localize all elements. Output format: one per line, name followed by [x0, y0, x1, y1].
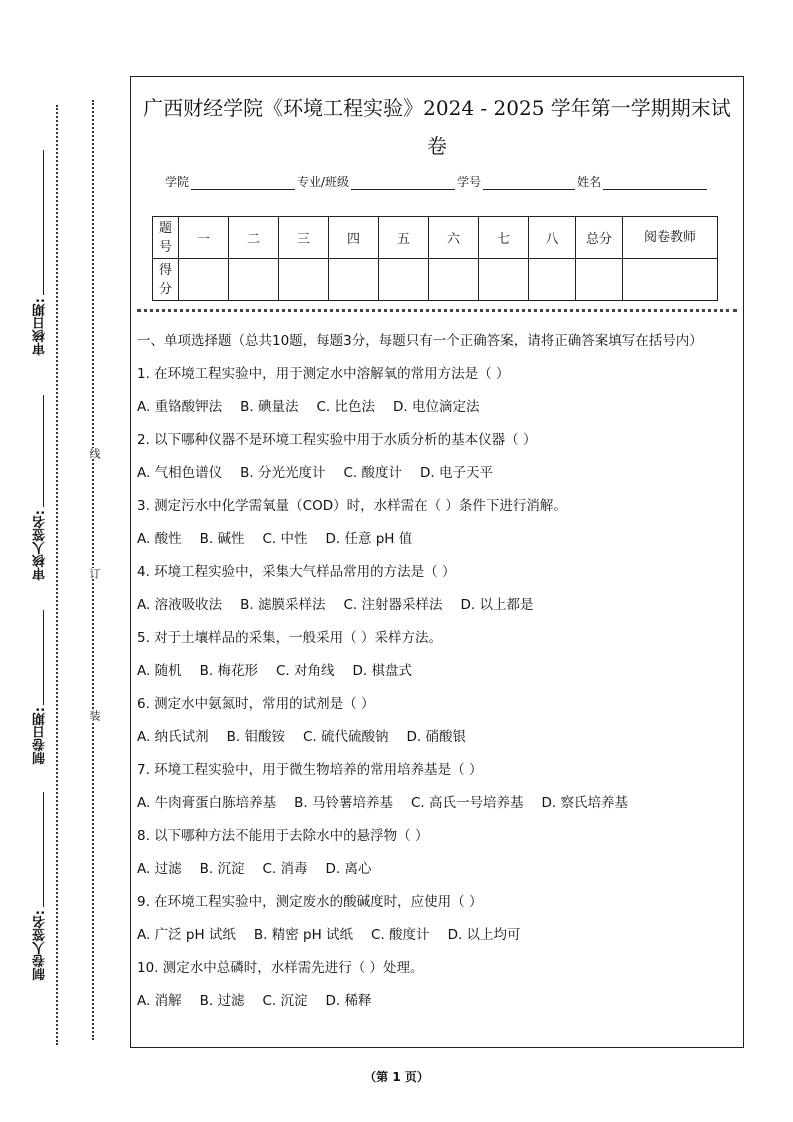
question-options — [137, 396, 737, 429]
total-score-header: 总分 — [576, 217, 623, 259]
option-choice[interactable]: B. 碱性 — [199, 531, 245, 547]
option-choice[interactable]: B. 精密 pH 试纸 — [253, 927, 354, 943]
option-choice[interactable]: B. 钼酸铵 — [226, 729, 285, 745]
grader-header: 阅卷教师 — [623, 217, 718, 259]
page-number: （第 1 页） — [364, 1070, 429, 1084]
option-choice[interactable]: D. 电位滴定法 — [392, 399, 480, 415]
question-options — [137, 858, 737, 891]
option-choice[interactable]: D. 任意 pH 值 — [325, 531, 413, 547]
option-choice[interactable]: B. 碘量法 — [240, 399, 299, 415]
question-options — [137, 726, 737, 759]
score-cell-total[interactable] — [576, 259, 623, 301]
option-choice[interactable]: A. 牛肉膏蛋白胨培养基 — [137, 795, 277, 811]
option-choice[interactable]: C. 比色法 — [316, 399, 375, 415]
option-choice[interactable]: C. 酸度计 — [343, 465, 402, 481]
option-choice[interactable]: C. 高氏一号培养基 — [410, 795, 524, 811]
col-header-2: 二 — [229, 217, 279, 259]
name-label: 姓名 — [577, 175, 602, 189]
option-choice[interactable]: A. 气相色谱仪 — [137, 465, 223, 481]
question-no-header: 题号 — [153, 217, 179, 259]
option-choice[interactable]: A. 溶液吸收法 — [137, 597, 223, 613]
section-heading: 一、单项选择题（总共10题，每题3分，每题只有一个正确答案，请将正确答案填写在括号内） — [137, 333, 703, 349]
question-text: 2. 以下哪种仪器不是环境工程实验中用于水质分析的基本仪器（ ） — [137, 432, 537, 448]
seal-char-pack: 装 — [88, 710, 101, 721]
score-table — [152, 216, 718, 301]
score-cell-5[interactable] — [379, 259, 429, 301]
option-choice[interactable]: D. 以上均可 — [447, 927, 521, 943]
col-header-7: 七 — [479, 217, 529, 259]
question-options — [137, 462, 737, 495]
major-class-label: 专业/班级 — [297, 175, 350, 189]
score-cell-8[interactable] — [529, 259, 576, 301]
exam-frame — [130, 76, 744, 1048]
option-choice[interactable]: A. 随机 — [137, 663, 182, 679]
option-choice[interactable]: A. 重铬酸钾法 — [137, 399, 223, 415]
prep-date-label: 制卷日期: — [33, 707, 48, 765]
option-choice[interactable]: C. 注射器采样法 — [343, 597, 443, 613]
dotted-separator — [137, 309, 737, 312]
question-section — [137, 330, 737, 1023]
college-field[interactable] — [191, 177, 295, 190]
prep-date-line — [43, 610, 44, 705]
score-cell-7[interactable] — [479, 259, 529, 301]
option-choice[interactable]: C. 酸度计 — [371, 927, 430, 943]
option-choice[interactable]: A. 纳氏试剂 — [137, 729, 209, 745]
option-choice[interactable]: B. 滤膜采样法 — [240, 597, 326, 613]
option-choice[interactable]: C. 中性 — [262, 531, 308, 547]
question-options — [137, 660, 737, 693]
col-header-3: 三 — [279, 217, 329, 259]
option-choice[interactable]: C. 硫代硫酸钠 — [302, 729, 389, 745]
student-info-row — [165, 173, 709, 190]
major-class-field[interactable] — [351, 177, 455, 190]
option-choice[interactable]: B. 分光光度计 — [240, 465, 326, 481]
option-choice[interactable]: A. 过滤 — [137, 861, 182, 877]
option-choice[interactable]: D. 察氏培养基 — [541, 795, 628, 811]
seal-char-line: 线 — [88, 448, 101, 459]
score-cell-1[interactable] — [179, 259, 229, 301]
question-list — [137, 363, 737, 1023]
score-cell-grader[interactable] — [623, 259, 718, 301]
option-choice[interactable]: B. 马铃薯培养基 — [294, 795, 393, 811]
question-options — [137, 792, 737, 825]
option-choice[interactable]: A. 广泛 pH 试纸 — [137, 927, 236, 943]
review-date-label: 审核日期: — [33, 298, 48, 356]
reviewer-signature-line — [43, 395, 44, 507]
question-options — [137, 924, 737, 957]
question-options — [137, 990, 737, 1023]
student-id-label: 学号 — [457, 175, 482, 189]
preparer-signature-line — [43, 792, 44, 907]
col-header-5: 五 — [379, 217, 429, 259]
question-text: 7. 环境工程实验中，用于微生物培养的常用培养基是（ ） — [137, 762, 483, 778]
col-header-6: 六 — [429, 217, 479, 259]
question-text: 4. 环境工程实验中，采集大气样品常用的方法是（ ） — [137, 564, 456, 580]
score-cell-3[interactable] — [279, 259, 329, 301]
binding-dotted-line-outer — [56, 105, 58, 1045]
seal-char-bind: 订 — [88, 568, 101, 579]
option-choice[interactable]: A. 酸性 — [137, 531, 182, 547]
option-choice[interactable]: B. 沉淀 — [199, 861, 245, 877]
option-choice[interactable]: C. 消毒 — [262, 861, 308, 877]
score-cell-4[interactable] — [329, 259, 379, 301]
question-options — [137, 594, 737, 627]
question-text: 10. 测定水中总磷时，水样需先进行（ ）处理。 — [137, 960, 424, 976]
question-options — [137, 528, 737, 561]
student-id-field[interactable] — [483, 177, 575, 190]
college-label: 学院 — [165, 175, 190, 189]
question-text: 1. 在环境工程实验中，用于测定水中溶解氧的常用方法是（ ） — [137, 366, 510, 382]
score-cell-2[interactable] — [229, 259, 279, 301]
preparer-signature-label: 制卷人签名: — [33, 910, 48, 981]
question-text: 3. 测定污水中化学需氧量（COD）时，水样需在（ ）条件下进行消解。 — [137, 498, 567, 514]
col-header-4: 四 — [329, 217, 379, 259]
review-date-line — [43, 150, 44, 295]
question-text: 6. 测定水中氨氮时，常用的试剂是（ ） — [137, 696, 375, 712]
col-header-8: 八 — [529, 217, 576, 259]
question-text: 9. 在环境工程实验中，测定废水的酸碱度时，应使用（ ） — [137, 894, 483, 910]
option-choice[interactable]: B. 梅花形 — [199, 663, 258, 679]
option-choice[interactable]: D. 以上都是 — [460, 597, 534, 613]
exam-title: 广西财经学院《环境工程实验》2024 - 2025 学年第一学期期末试卷 — [143, 96, 731, 158]
score-cell-6[interactable] — [429, 259, 479, 301]
option-choice[interactable]: D. 稀释 — [325, 993, 372, 1009]
option-choice[interactable]: D. 电子天平 — [419, 465, 493, 481]
option-choice[interactable]: A. 消解 — [137, 993, 182, 1009]
option-choice[interactable]: D. 离心 — [325, 861, 372, 877]
question-text: 8. 以下哪种方法不能用于去除水中的悬浮物（ ） — [137, 828, 429, 844]
name-field[interactable] — [603, 177, 707, 190]
option-choice[interactable]: C. 沉淀 — [262, 993, 308, 1009]
score-row-header: 得分 — [153, 259, 179, 301]
reviewer-signature-label: 审核人签名: — [33, 510, 48, 581]
option-choice[interactable]: C. 对角线 — [275, 663, 335, 679]
option-choice[interactable]: D. 棋盘式 — [352, 663, 412, 679]
question-text: 5. 对于土壤样品的采集，一般采用（ ）采样方法。 — [137, 630, 442, 646]
option-choice[interactable]: D. 硝酸银 — [406, 729, 466, 745]
option-choice[interactable]: B. 过滤 — [199, 993, 245, 1009]
col-header-1: 一 — [179, 217, 229, 259]
